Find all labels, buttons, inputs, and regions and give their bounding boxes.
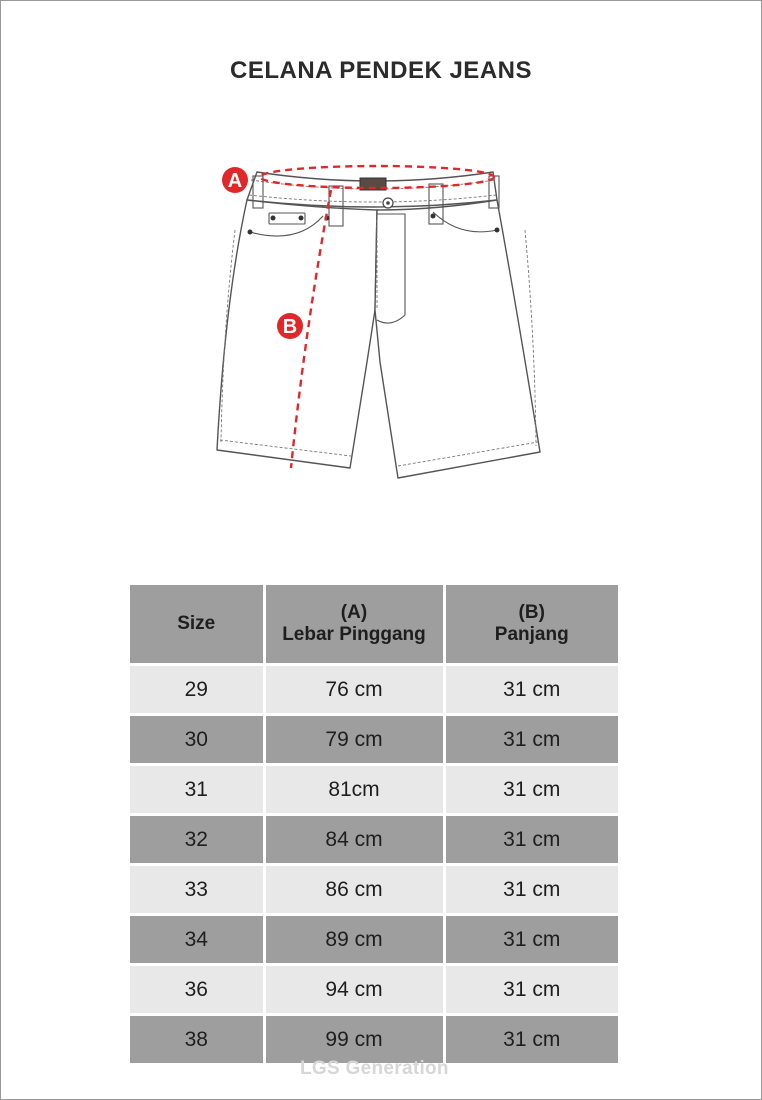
length-cell: 31 cm	[444, 815, 618, 865]
size-cell: 36	[130, 965, 264, 1015]
table-row	[130, 665, 618, 715]
length-cell: 31 cm	[444, 915, 618, 965]
length-cell: 31 cm	[444, 765, 618, 815]
table-row	[130, 865, 618, 915]
page-title: CELANA PENDEK JEANS	[230, 57, 532, 84]
waist-cell: 81cm	[264, 765, 444, 815]
table-row	[130, 1015, 618, 1064]
watermark: LGS Generation	[300, 1058, 449, 1079]
table-header-row	[130, 585, 618, 665]
table-row	[130, 765, 618, 815]
header-waist: (A) Lebar Pinggang	[264, 585, 444, 665]
length-cell: 31 cm	[444, 665, 618, 715]
length-cell: 31 cm	[444, 715, 618, 765]
waist-cell: 76 cm	[264, 665, 444, 715]
size-cell: 31	[130, 765, 264, 815]
jeans-shorts-diagram	[205, 150, 565, 490]
waist-cell: 84 cm	[264, 815, 444, 865]
table-row	[130, 715, 618, 765]
marker-a	[222, 167, 248, 193]
table-row	[130, 915, 618, 965]
size-cell: 30	[130, 715, 264, 765]
marker-b	[277, 313, 303, 339]
waist-cell: 94 cm	[264, 965, 444, 1015]
size-cell: 29	[130, 665, 264, 715]
table-row	[130, 815, 618, 865]
header-size: Size	[130, 585, 264, 665]
length-cell: 31 cm	[444, 1015, 618, 1064]
right-leg-shape	[375, 200, 540, 478]
marker-a-label: A	[227, 170, 243, 192]
size-cell: 33	[130, 865, 264, 915]
length-cell: 31 cm	[444, 865, 618, 915]
waist-cell: 89 cm	[264, 915, 444, 965]
waist-cell: 99 cm	[264, 1015, 444, 1064]
size-chart-table	[130, 585, 618, 1063]
table-row	[130, 965, 618, 1015]
waist-cell: 79 cm	[264, 715, 444, 765]
size-cell: 32	[130, 815, 264, 865]
size-cell: 38	[130, 1015, 264, 1064]
marker-b-label: B	[282, 316, 298, 338]
waist-cell: 86 cm	[264, 865, 444, 915]
size-cell: 34	[130, 915, 264, 965]
length-cell: 31 cm	[444, 965, 618, 1015]
header-length: (B) Panjang	[444, 585, 618, 665]
